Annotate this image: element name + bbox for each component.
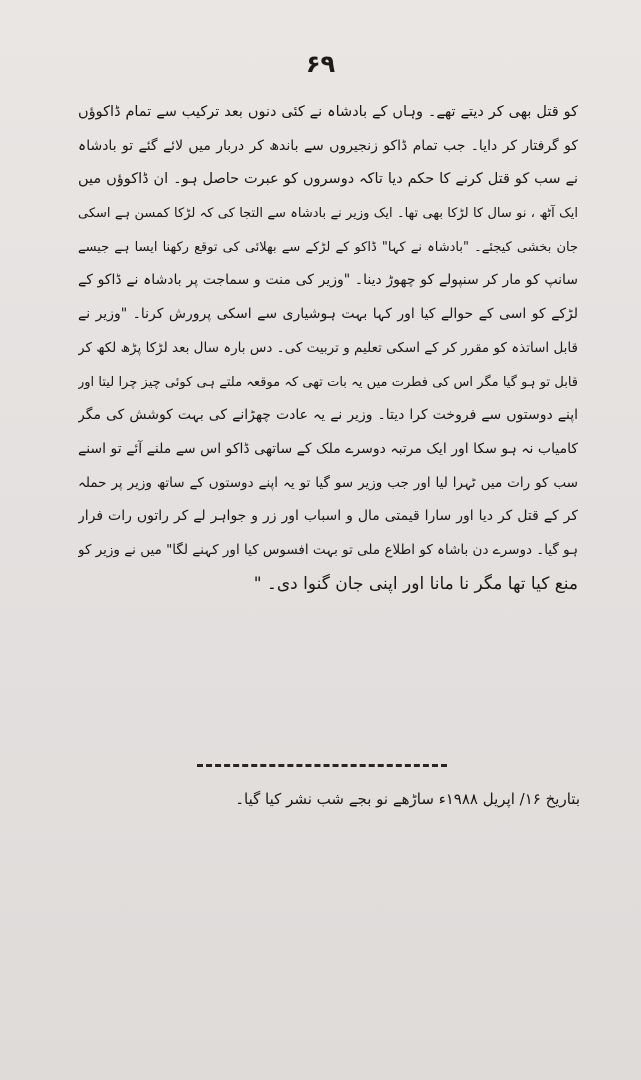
page-number: ۶۹: [305, 50, 336, 78]
text-line: قابل اساتذہ کو مقرر کر کے اسکی تعلیم و تربیت کی۔ دس بارہ سال بعد لڑکا پڑھ لکھ کر: [78, 339, 578, 356]
text-line: جان بخشی کیجئے۔ "بادشاہ نے کہا" ڈاکو کے لڑکے سے بھلائی کی توقع رکھنا ایسا ہے جیسے: [78, 239, 578, 255]
text-line: کو قتل بھی کر دیتے تھے۔ وہاں کے بادشاہ نے کئی دنوں بعد ترکیب سے تمام ڈاکوؤں: [78, 104, 578, 120]
text-line: لڑکے کو اسی کے حوالے کیا اور کہا بہت ہوشیاری سے اسکی پرورش کرنا۔ "وزیر نے: [78, 306, 578, 323]
broadcast-footnote: بتاریخ ۱۶/ اپریل ۱۹۸۸ء ساڑھے نو بجے شب نشر کیا گیا۔: [235, 790, 580, 808]
text-line: سب کو رات میں ٹہرا لیا اور جب وزیر سو گیا تو یہ اپنے دوستوں کے ساتھ وزیر پر حملہ: [78, 474, 578, 491]
section-divider: [197, 764, 447, 767]
text-line: ایک آٹھ ، نو سال کا لڑکا بھی تھا۔ ایک وزیر نے بادشاہ سے التجا کی کہ لڑکا کمسن ہے اسکی: [78, 206, 578, 222]
text-line: کر کے قتل کر دیا اور سارا قیمتی مال و اسباب اور زر و جواہر لے کر راتوں رات فرار: [78, 508, 578, 525]
body-text: [78, 96, 578, 601]
text-line: نے سب کو قتل کرنے کا حکم دیا تاکہ دوسروں کو عبرت حاصل ہو۔ ان ڈاکوؤں میں: [78, 171, 578, 188]
text-line: منع کیا تھا مگر نا مانا اور اپنی جان گنوا دی۔ ": [253, 573, 578, 594]
text-line: سانپ کو مار کر سنپولے کو چھوڑ دینا۔ "وزیر کی منت و سماجت پر بادشاہ نے ڈاکو کے: [78, 272, 578, 289]
text-line: کو گرفتار کر دایا۔ جب تمام ڈاکو زنجیروں سے باندھ کر دربار میں لائے گئے تو بادشاہ: [78, 137, 578, 154]
text-line: قابل تو ہو گیا مگر اس کی فطرت میں یہ بات تھی کہ موقعہ ملتے ہی کوئی چیز چرا لیتا اور: [78, 374, 578, 390]
text-line: کامیاب نہ ہو سکا اور ایک مرتبہ دوسرے ملک کے ساتھی ڈاکو اس سے ملنے آئے تو اسنے: [78, 440, 578, 457]
text-line: ہو گیا۔ دوسرے دن باشاہ کو اطلاع ملی تو بہت افسوس کیا اور کہنے لگا" میں نے وزیر کو: [78, 541, 578, 558]
text-line: اپنے دوستوں سے فروخت کرا دیتا۔ وزیر نے یہ عادت چھڑانے کی بہت کوشش کی مگر: [78, 407, 578, 424]
